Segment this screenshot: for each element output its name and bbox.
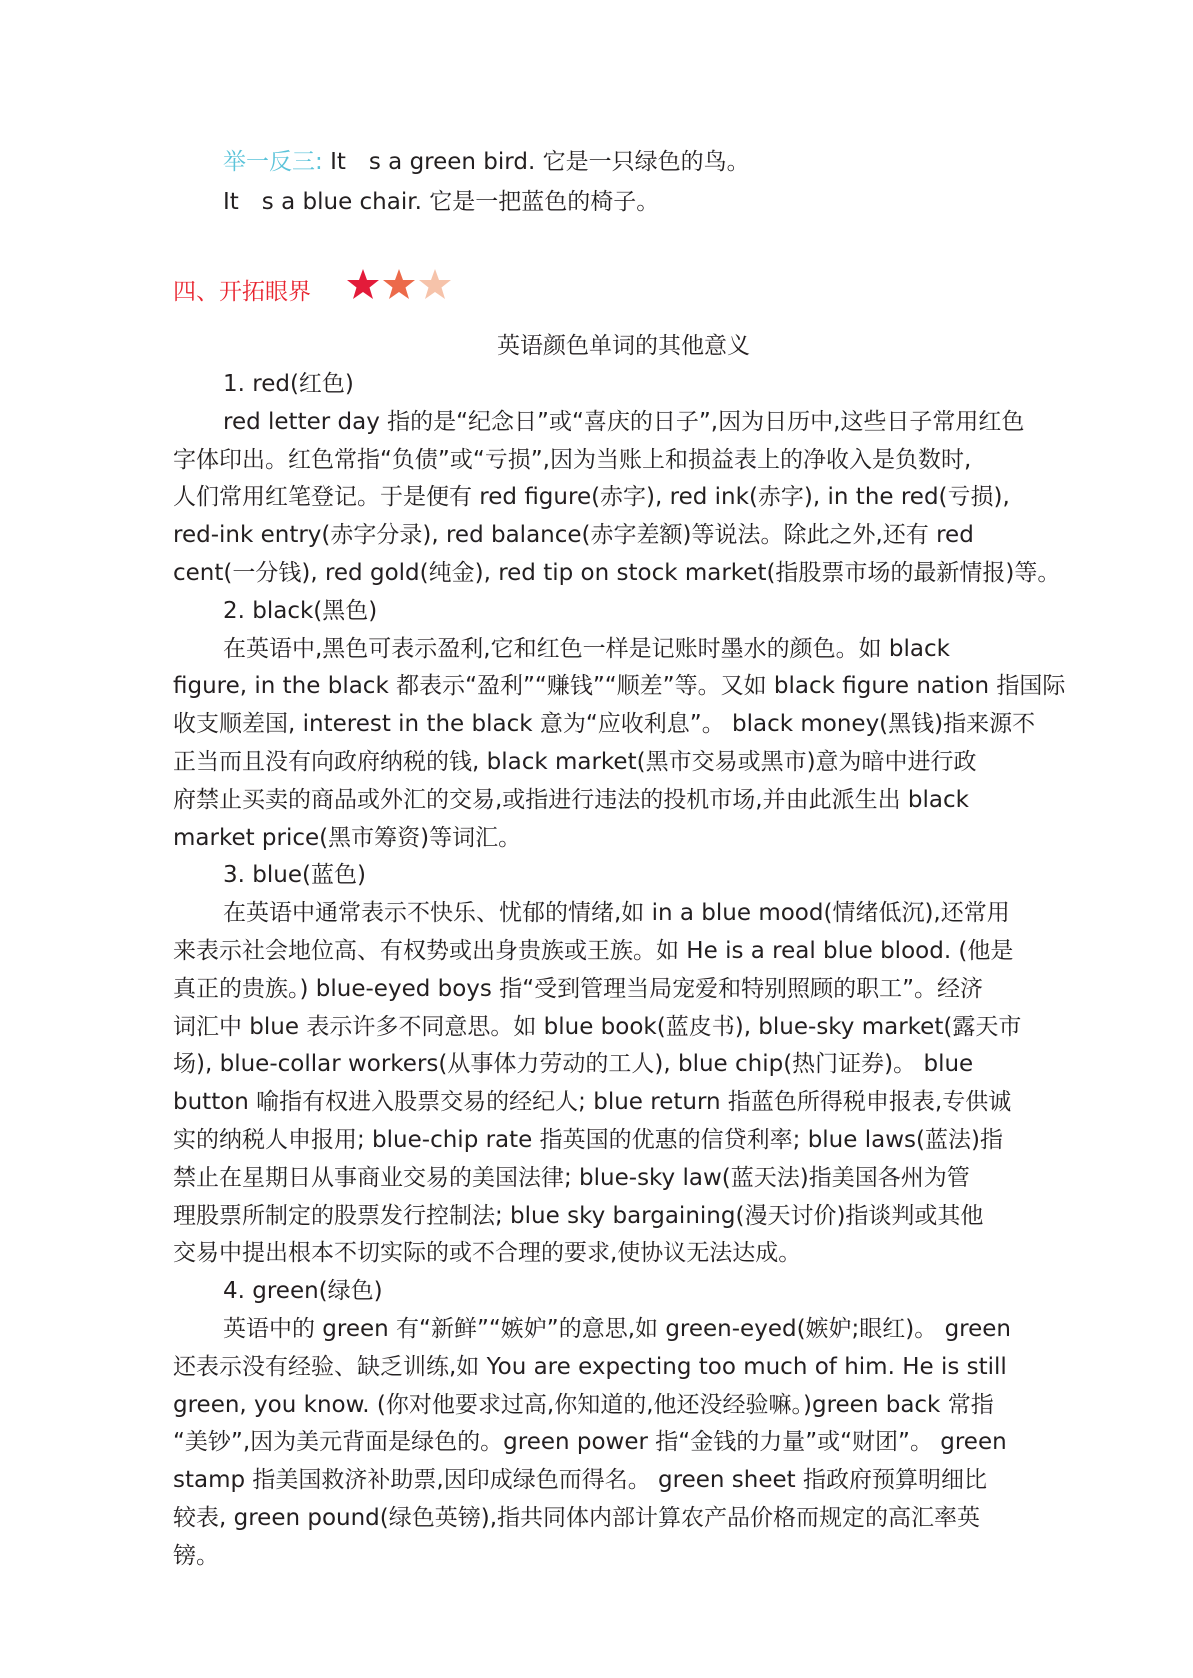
- paragraph-line: 理股票所制定的股票发行控制法; blue sky bargaining(漫天讨价)指谈判或其他: [173, 1202, 984, 1229]
- paragraph-line: 在英语中,黑色可表示盈利,它和红色一样是记账时墨水的颜色。如 black: [223, 635, 950, 662]
- paragraph-line: 镑。: [173, 1542, 219, 1569]
- star-rating: [346, 268, 452, 300]
- paragraph-line: cent(一分钱), red gold(纯金), red tip on stock market(指股票市场的最新情报)等。: [173, 559, 1061, 586]
- paragraph-line: 正当而且没有向政府纳税的钱, black market(黑市交易或黑市)意为暗中进行政: [173, 748, 977, 775]
- paragraph-line: 词汇中 blue 表示许多不同意思。如 blue book(蓝皮书), blue-sky market(露天市: [173, 1013, 1022, 1040]
- paragraph-line: 收支顺差国, interest in the black 意为“应收利息”。 black money(黑钱)指来源不: [173, 711, 1036, 738]
- paragraph-line: red-ink entry(赤字分录), red balance(赤字差额)等说法。除此之外,还有 red: [173, 522, 974, 549]
- section-heading: 四、开拓眼界: [173, 279, 311, 305]
- paragraph-line: “美钞”,因为美元背面是绿色的。green power 指“金钱的力量”或“财团”。 green: [173, 1429, 1007, 1456]
- paragraph-line: stamp 指美国救济补助票,因印成绿色而得名。 green sheet 指政府预算明细比: [173, 1467, 987, 1494]
- paragraph-line: 府禁止买卖的商品或外汇的交易,或指进行违法的投机市场,并由此派生出 black: [173, 786, 969, 813]
- paragraph-line: 在英语中通常表示不快乐、忧郁的情绪,如 in a blue mood(情绪低沉),还常用: [223, 900, 1010, 927]
- article-title: 英语颜色单词的其他意义: [497, 333, 750, 359]
- example-line-1: [223, 143, 750, 176]
- paragraph-line: 真正的贵族。) blue-eyed boys 指“受到管理当局宠爱和特别照顾的职工”。经济: [173, 975, 984, 1002]
- paragraph-line: 4. green(绿色): [223, 1278, 383, 1305]
- paragraph-line: 字体印出。红色常指“负债”或“亏损”,因为当账上和损益表上的净收入是负数时,: [173, 446, 972, 473]
- paragraph-line: 交易中提出根本不切实际的或不合理的要求,使协议无法达成。: [173, 1240, 802, 1267]
- paragraph-line: 禁止在星期日从事商业交易的美国法律; blue-sky law(蓝天法)指美国各州为管: [173, 1164, 970, 1191]
- star-icon: [418, 268, 452, 300]
- paragraph-line: 1. red(红色): [223, 371, 354, 397]
- paragraph-line: green, you know. (你对他要求过高,你知道的,他还没经验嘛。)green back 常指: [173, 1391, 994, 1418]
- paragraph-line: 2. black(黑色): [223, 597, 378, 624]
- paragraph-line: 人们常用红笔登记。于是便有 red figure(赤字), red ink(赤字), in the red(亏损),: [173, 484, 1010, 511]
- paragraph-line: 英语中的 green 有“新鲜”“嫉妒”的意思,如 green-eyed(嫉妒;眼红)。 green: [223, 1315, 1012, 1342]
- paragraph-line: 场), blue-collar workers(从事体力劳动的工人), blue chip(热门证券)。 blue: [173, 1051, 974, 1078]
- example-sentence-1: It s a green bird. 它是一只绿色的鸟。: [330, 149, 750, 175]
- paragraph-line: 还表示没有经验、缺乏训练,如 You are expecting too much of him. He is still: [173, 1353, 1007, 1380]
- paragraph-line: 实的纳税人申报用; blue-chip rate 指英国的优惠的信贷利率; blue laws(蓝法)指: [173, 1126, 1003, 1153]
- star-icon: [382, 268, 416, 300]
- paragraph-line: red letter day 指的是“纪念日”或“喜庆的日子”,因为日历中,这些日子常用红色: [223, 408, 1025, 435]
- paragraph-line: figure, in the black 都表示“盈利”“赚钱”“顺差”等。又如 black figure nation 指国际: [173, 673, 1066, 700]
- article-body: [173, 366, 1073, 1576]
- paragraph-line: button 喻指有权进入股票交易的经纪人; blue return 指蓝色所得税申报表,专供诚: [173, 1089, 1012, 1116]
- example-label: 举一反三:: [223, 149, 323, 175]
- example-sentence-2: It s a blue chair. 它是一把蓝色的椅子。: [223, 189, 660, 215]
- paragraph-line: 来表示社会地位高、有权势或出身贵族或王族。如 He is a real blue blood. (他是: [173, 937, 1014, 964]
- paragraph-line: 3. blue(蓝色): [223, 862, 366, 889]
- paragraph-line: 较表, green pound(绿色英镑),指共同体内部计算农产品价格而规定的高汇率英: [173, 1504, 981, 1531]
- star-icon: [346, 268, 380, 300]
- paragraph-line: market price(黑市筹资)等词汇。: [173, 824, 522, 851]
